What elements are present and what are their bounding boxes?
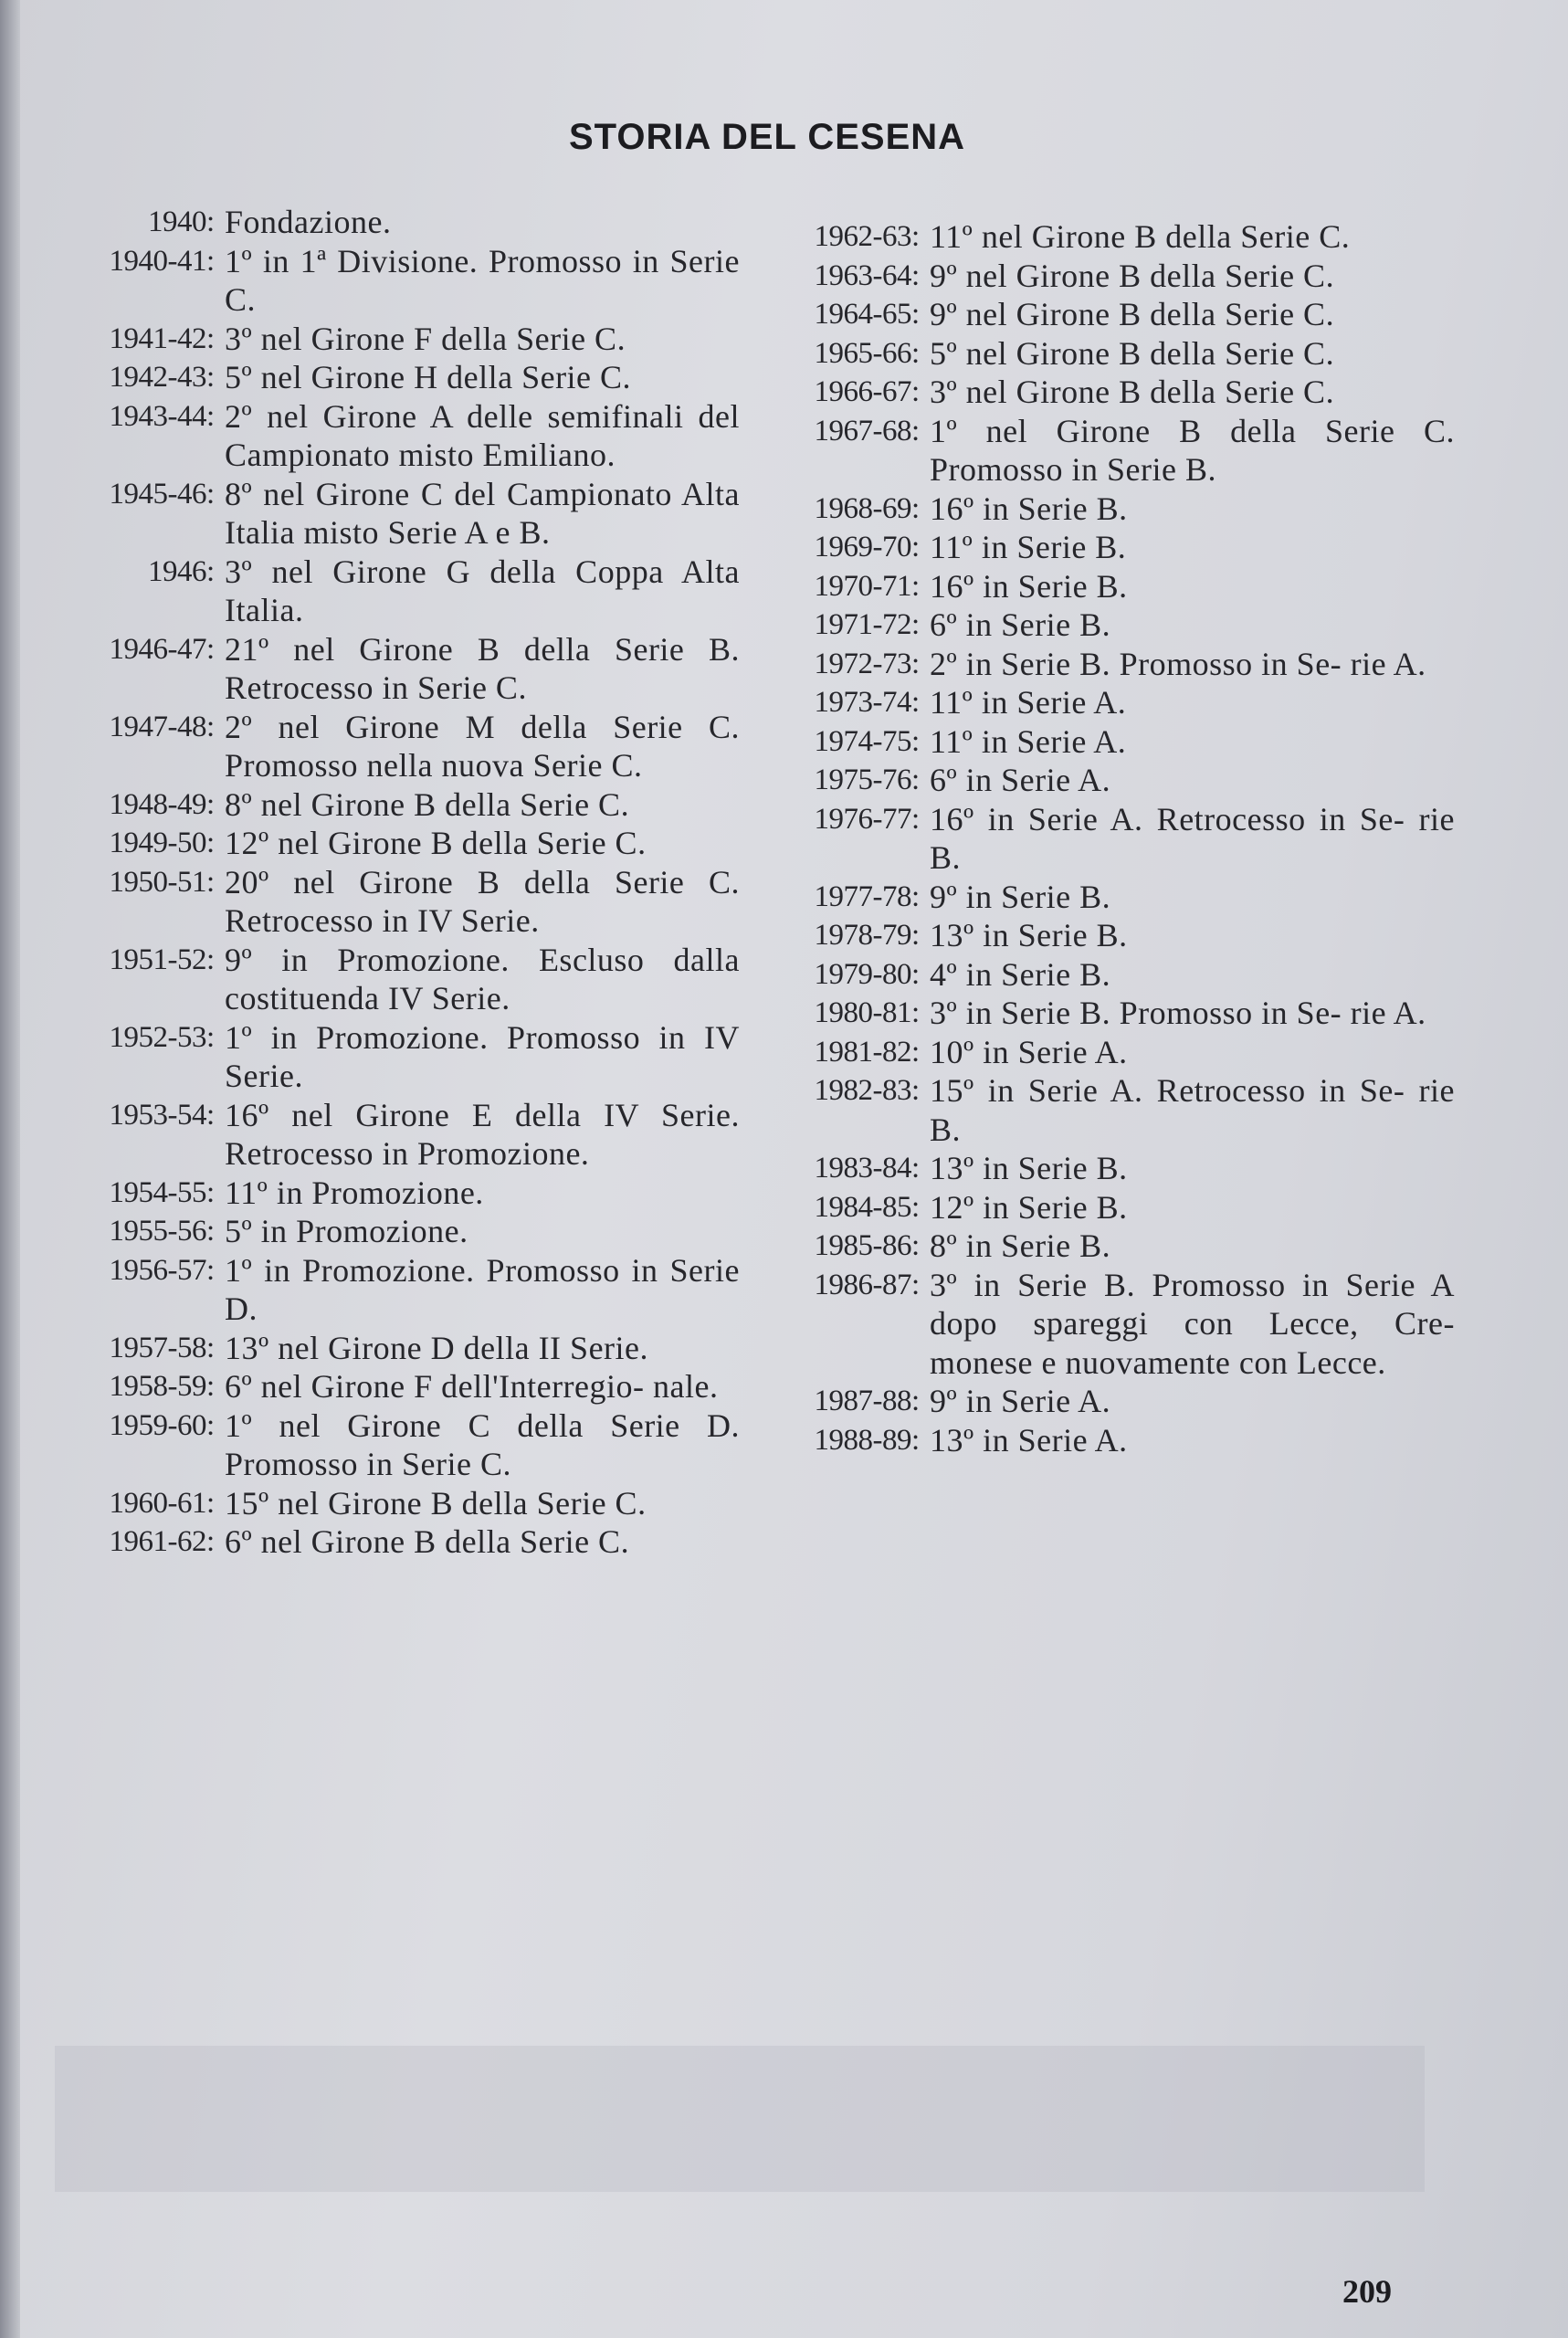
year-separator: : [911, 879, 921, 913]
season-year: 1980-81 [814, 996, 911, 1029]
year-separator: : [206, 632, 216, 666]
season-entry [774, 878, 1455, 917]
season-year: 1984-85 [814, 1190, 911, 1224]
right-column [774, 217, 1455, 1459]
season-entry [774, 1266, 1455, 1383]
season-result: 9º in Serie B. [930, 878, 1111, 915]
season-year: 1959-60 [109, 1408, 206, 1442]
season-entry [774, 761, 1455, 800]
season-year: 1964-65 [814, 298, 911, 331]
season-entry [774, 1382, 1455, 1421]
season-entry [82, 630, 740, 708]
season-year: 1942-43 [109, 361, 206, 394]
season-year: 1971-72 [814, 608, 911, 641]
season-year: 1981-82 [814, 1035, 911, 1069]
year-separator: : [911, 919, 921, 952]
year-separator: : [911, 491, 921, 525]
season-year: 1945-46 [109, 477, 206, 511]
season-result: 6º nel Girone B della Serie C. [225, 1523, 630, 1560]
year-separator: : [911, 1385, 921, 1417]
year-separator: : [206, 477, 216, 511]
season-result: 11º in Serie A. [930, 684, 1127, 721]
season-result: 9º in Serie A. [930, 1383, 1111, 1419]
season-year: 1976-77 [814, 802, 911, 836]
season-entry [82, 1018, 740, 1096]
season-entry [82, 785, 740, 825]
season-result: 15º in Serie A. Retrocesso in Se- rie B. [930, 1072, 1455, 1148]
year-separator: : [206, 1525, 216, 1558]
season-entry [82, 397, 740, 475]
year-separator: : [911, 686, 921, 719]
year-separator: : [911, 1035, 921, 1069]
year-separator: : [911, 531, 921, 563]
season-result: 11º in Serie A. [930, 722, 1127, 760]
year-separator: : [911, 1152, 921, 1185]
year-separator: : [911, 1229, 921, 1262]
season-result: 10º in Serie A. [930, 1033, 1128, 1070]
page-title: STORIA DEL CESENA [568, 117, 966, 157]
show-through-shade [55, 2046, 1425, 2192]
season-entry [774, 800, 1455, 878]
season-year: 1962-63 [814, 220, 911, 253]
season-year: 1943-44 [109, 399, 206, 433]
season-entry [774, 645, 1455, 684]
year-separator: : [206, 361, 216, 394]
season-entry [774, 217, 1455, 257]
season-result: 5º in Promozione. [225, 1213, 468, 1249]
page-spine-shadow [0, 0, 20, 2338]
season-entry [82, 1251, 740, 1329]
season-year: 1970-71 [814, 569, 911, 603]
season-year: 1940 [148, 205, 206, 238]
year-separator: : [911, 1190, 921, 1224]
season-year: 1963-64 [814, 258, 911, 292]
season-entry [82, 1406, 740, 1484]
season-result: Fondazione. [225, 204, 392, 240]
season-year: 1946 [148, 554, 206, 588]
season-result: 6º in Serie A. [930, 762, 1111, 798]
season-result: 9º in Promozione. Escluso dalla costituenda IV Serie. [225, 941, 740, 1016]
year-separator: : [206, 943, 216, 976]
page-number: 209 [1342, 2273, 1392, 2310]
year-separator: : [206, 399, 216, 433]
season-year: 1968-69 [814, 491, 911, 525]
year-separator: : [911, 608, 921, 641]
season-year: 1961-62 [109, 1525, 206, 1558]
year-separator: : [911, 220, 921, 253]
season-year: 1988-89 [814, 1423, 911, 1457]
season-entry [82, 824, 740, 863]
season-year: 1979-80 [814, 957, 911, 991]
season-entry [774, 334, 1455, 374]
season-entry [82, 203, 740, 242]
season-result: 11º nel Girone B della Serie C. [930, 218, 1351, 255]
season-entry [82, 358, 740, 397]
season-entry [774, 1149, 1455, 1188]
season-entry [82, 320, 740, 359]
season-entry [82, 708, 740, 785]
year-separator: : [911, 957, 921, 991]
season-year: 1953-54 [109, 1098, 206, 1132]
season-entry [82, 941, 740, 1018]
year-separator: : [911, 647, 921, 680]
season-year: 1982-83 [814, 1074, 911, 1107]
season-result: 13º in Serie B. [930, 917, 1128, 953]
season-entry [774, 1071, 1455, 1149]
season-entry [774, 257, 1455, 296]
season-entry [774, 412, 1455, 490]
season-year: 1952-53 [109, 1020, 206, 1054]
season-result: 13º in Serie A. [930, 1421, 1128, 1459]
season-entry [774, 1421, 1455, 1460]
season-year: 1987-88 [814, 1385, 911, 1417]
season-result: 1º in 1ª Divisione. Promosso in Serie C. [225, 242, 740, 318]
season-result: 1º nel Girone C della Serie D. Promosso in Serie C. [225, 1406, 740, 1482]
season-year: 1946-47 [109, 632, 206, 666]
season-year: 1977-78 [814, 879, 911, 913]
season-entry [774, 1033, 1455, 1072]
season-entry [774, 295, 1455, 334]
season-entry [82, 242, 740, 320]
year-separator: : [206, 244, 216, 278]
season-year: 1975-76 [814, 764, 911, 796]
year-separator: : [206, 321, 216, 355]
season-result: 15º nel Girone B della Serie C. [225, 1484, 647, 1522]
season-year: 1985-86 [814, 1229, 911, 1262]
season-entry [774, 955, 1455, 995]
year-separator: : [911, 1074, 921, 1107]
season-result: 13º in Serie B. [930, 1150, 1128, 1186]
season-result: 8º nel Girone C del Campionato Alta Italia misto Serie A e B. [225, 475, 740, 551]
year-separator: : [911, 569, 921, 603]
year-separator: : [206, 1175, 216, 1209]
year-separator: : [911, 258, 921, 292]
season-entry [774, 373, 1455, 412]
season-result: 3º nel Girone B della Serie C. [930, 374, 1335, 410]
season-entry [82, 1329, 740, 1368]
season-year: 1955-56 [109, 1215, 206, 1248]
year-separator: : [911, 298, 921, 331]
season-result: 4º in Serie B. [930, 955, 1111, 993]
season-result: 3º in Serie B. Promosso in Se- rie A. [930, 995, 1426, 1031]
season-result: 5º nel Girone B della Serie C. [930, 334, 1335, 372]
season-result: 1º in Promozione. Promosso in IV Serie. [225, 1018, 740, 1094]
year-separator: : [206, 1098, 216, 1132]
year-separator: : [206, 1215, 216, 1248]
season-result: 16º nel Girone E della IV Serie. Retrocesso in Promozione. [225, 1096, 740, 1172]
year-separator: : [206, 1020, 216, 1054]
season-year: 1940-41 [109, 244, 206, 278]
year-separator: : [206, 865, 216, 899]
season-result: 8º nel Girone B della Serie C. [225, 785, 630, 823]
season-year: 1965-66 [814, 336, 911, 370]
year-separator: : [911, 802, 921, 836]
season-year: 1973-74 [814, 686, 911, 719]
year-separator: : [206, 1370, 216, 1403]
season-year: 1951-52 [109, 943, 206, 976]
year-separator: : [911, 724, 921, 758]
season-year: 1958-59 [109, 1370, 206, 1403]
season-entry [82, 475, 740, 553]
season-entry [774, 994, 1455, 1033]
year-separator: : [206, 554, 216, 588]
season-entry [82, 1174, 740, 1213]
year-separator: : [911, 375, 921, 408]
season-year: 1983-84 [814, 1152, 911, 1185]
season-result: 21º nel Girone B della Serie B. Retrocesso in Serie C. [225, 630, 740, 706]
season-year: 1948-49 [109, 787, 206, 821]
year-separator: : [911, 336, 921, 370]
season-result: 3º in Serie B. Promosso in Serie A dopo spareggi con Lecce, Cre- monese e nuovamente con Lecce. [930, 1266, 1455, 1381]
left-column [82, 203, 740, 1562]
season-result: 2º in Serie B. Promosso in Se- rie A. [930, 645, 1426, 682]
season-result: 1º nel Girone B della Serie C. Promosso in Serie B. [930, 412, 1455, 488]
season-result: 6º nel Girone F dell'Interregio- nale. [225, 1368, 719, 1405]
season-year: 1957-58 [109, 1331, 206, 1364]
season-year: 1967-68 [814, 414, 911, 448]
season-result: 13º nel Girone D della II Serie. [225, 1329, 649, 1366]
season-result: 9º nel Girone B della Serie C. [930, 296, 1335, 332]
season-result: 8º in Serie B. [930, 1227, 1111, 1264]
season-entry [774, 1188, 1455, 1227]
season-result: 2º nel Girone M della Serie C. Promosso nella nuova Serie C. [225, 708, 740, 784]
season-result: 1º in Promozione. Promosso in Serie D. [225, 1251, 740, 1327]
season-year: 1966-67 [814, 375, 911, 408]
season-entry [774, 683, 1455, 722]
season-result: 12º in Serie B. [930, 1188, 1128, 1226]
season-result: 16º in Serie B. [930, 567, 1128, 605]
season-entry [82, 1212, 740, 1251]
season-entry [82, 1096, 740, 1174]
season-entry [774, 916, 1455, 955]
year-separator: : [911, 1423, 921, 1457]
season-entry [774, 1227, 1455, 1266]
year-separator: : [206, 205, 216, 238]
year-separator: : [911, 1268, 921, 1301]
season-year: 1941-42 [109, 321, 206, 355]
year-separator: : [206, 1331, 216, 1364]
season-year: 1986-87 [814, 1268, 911, 1301]
season-result: 16º in Serie B. [930, 490, 1128, 527]
season-entry [774, 606, 1455, 645]
season-year: 1956-57 [109, 1253, 206, 1287]
season-result: 12º nel Girone B della Serie C. [225, 825, 647, 861]
season-entry [774, 490, 1455, 529]
season-result: 20º nel Girone B della Serie C. Retrocesso in IV Serie. [225, 863, 740, 939]
year-separator: : [206, 1253, 216, 1287]
season-year: 1972-73 [814, 647, 911, 680]
year-separator: : [911, 764, 921, 796]
season-entry [774, 528, 1455, 567]
year-separator: : [911, 414, 921, 448]
season-entry [774, 567, 1455, 606]
year-separator: : [206, 787, 216, 821]
season-result: 5º nel Girone H della Serie C. [225, 359, 632, 395]
season-result: 3º nel Girone G della Coppa Alta Italia. [225, 553, 740, 628]
season-year: 1978-79 [814, 919, 911, 952]
season-result: 3º nel Girone F della Serie C. [225, 320, 626, 357]
season-result: 2º nel Girone A delle semifinali del Campionato misto Emiliano. [225, 397, 740, 473]
season-year: 1950-51 [109, 865, 206, 899]
season-result: 16º in Serie A. Retrocesso in Se- rie B. [930, 800, 1455, 876]
season-result: 11º in Serie B. [930, 529, 1127, 565]
year-separator: : [206, 1486, 216, 1520]
season-entry [82, 1484, 740, 1523]
season-year: 1960-61 [109, 1486, 206, 1520]
season-entry [774, 722, 1455, 762]
season-entry [82, 863, 740, 941]
season-year: 1949-50 [109, 827, 206, 859]
year-separator: : [206, 827, 216, 859]
year-separator: : [911, 996, 921, 1029]
season-year: 1947-48 [109, 710, 206, 743]
season-result: 6º in Serie B. [930, 606, 1111, 643]
year-separator: : [206, 1408, 216, 1442]
season-entry [82, 1367, 740, 1406]
season-result: 11º in Promozione. [225, 1174, 484, 1211]
season-year: 1969-70 [814, 531, 911, 563]
season-year: 1954-55 [109, 1175, 206, 1209]
year-separator: : [206, 710, 216, 743]
season-result: 9º nel Girone B della Serie C. [930, 257, 1335, 294]
season-entry [82, 1522, 740, 1562]
season-entry [82, 553, 740, 630]
season-year: 1974-75 [814, 724, 911, 758]
